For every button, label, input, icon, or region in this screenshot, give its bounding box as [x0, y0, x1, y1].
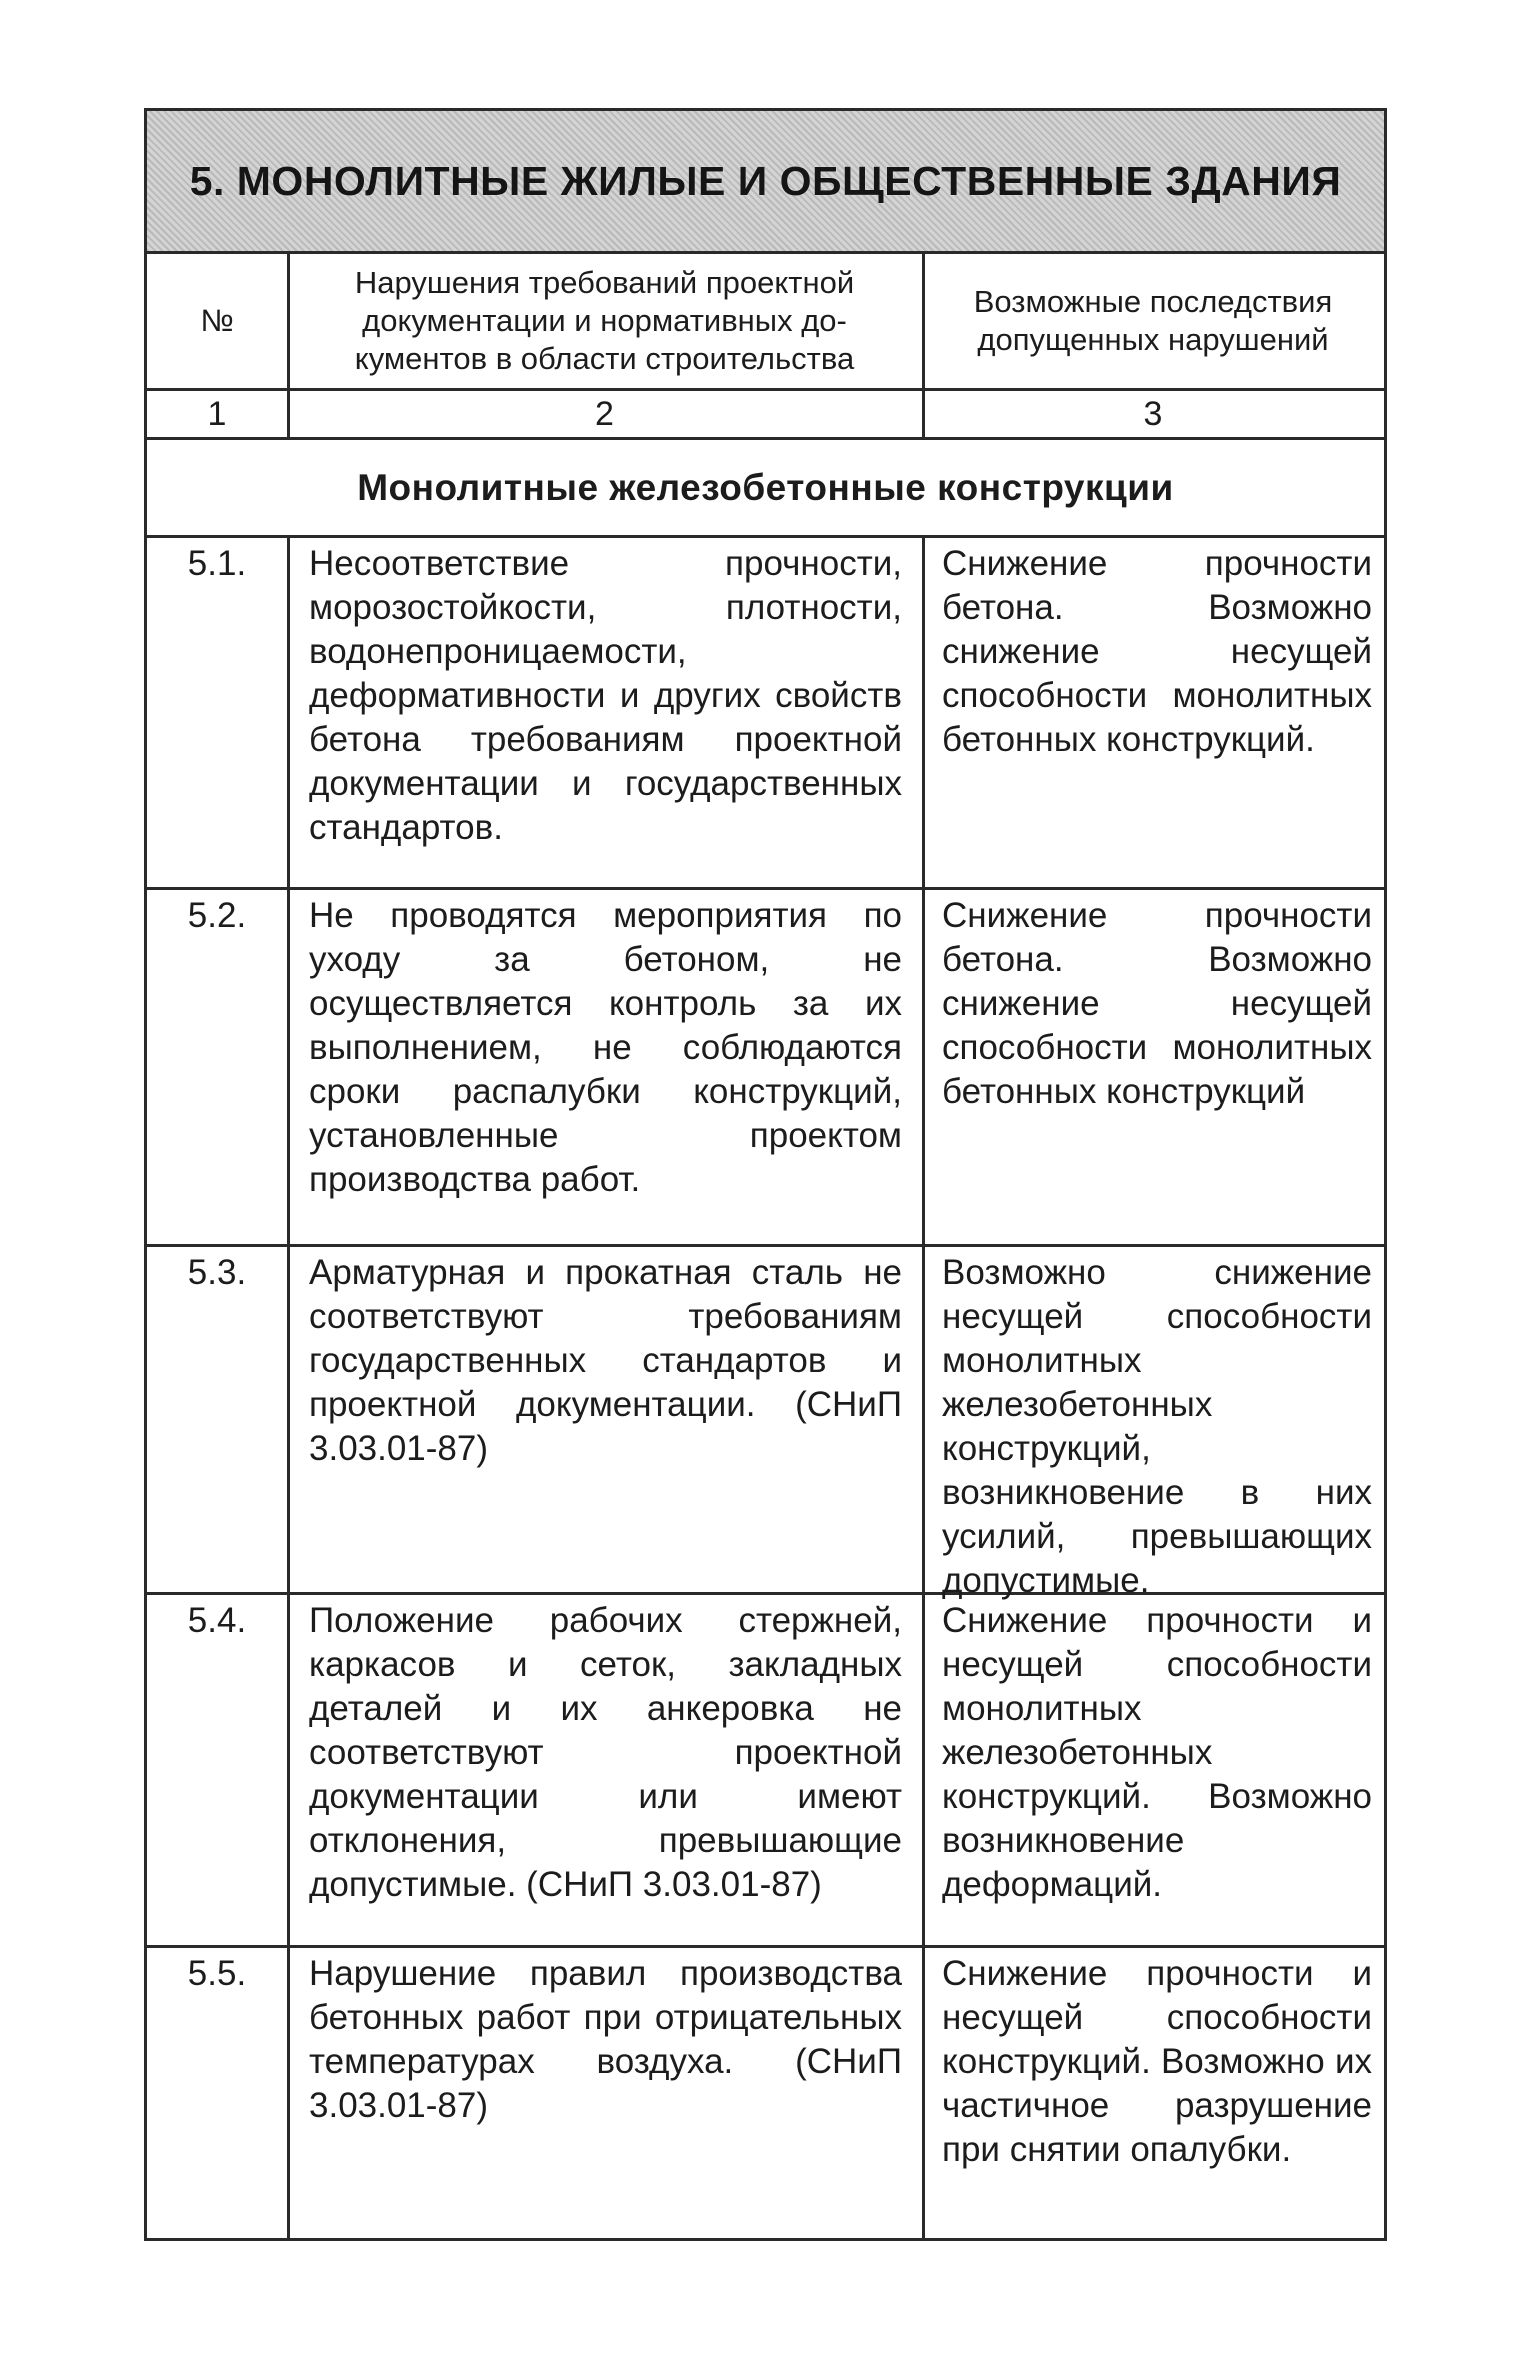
column-number-2: 2 [595, 395, 614, 433]
row-number: 5.3. [187, 1253, 247, 1292]
section-title: Монолитные железобетонные конструкции [357, 466, 1174, 508]
row-violation: Несоответствие прочности, морозостойкости, плотности, водонепроницаемости, деформативности и других свойств бетона требованиям проектной документации и государственных стандартов. [309, 544, 902, 847]
table-title: 5. МОНОЛИТНЫЕ ЖИЛЫЕ И ОБЩЕСТВЕННЫЕ ЗДАНИЯ [189, 157, 1342, 204]
row-consequence: Снижение прочности бетона. Возможно снижение несущей способности монолитных бетонных конструкций. [942, 544, 1372, 759]
row-violation: Арматурная и прокатная сталь не соответствуют требованиям государственных стандартов и проектной документации. (СНиП 3.03.01-87) [309, 1253, 902, 1468]
table-row [147, 538, 1384, 890]
row-violation: Положение рабочих стержней, каркасов и сеток, закладных деталей и их анкеровка не соответствуют проектной документации или имеют отклонения, превышающие допустимые. (СНиП 3.03.01-87) [309, 1601, 902, 1904]
row-violation: Нарушение правил производства бетонных работ при отрицательных температурах воздуха. (СНиП 3.03.01-87) [309, 1954, 902, 2125]
row-consequence: Возможно снижение несущей способности монолитных железобетонных конструкций, возникновение в них усилий, превышающих допустимые. [942, 1253, 1372, 1600]
section-row [147, 440, 1384, 538]
header-row [147, 254, 1384, 391]
column-number-3: 3 [1143, 395, 1163, 433]
row-violation: Не проводятся мероприятия по уходу за бетоном, не осуществляется контроль за их выполнением, не соблюдаются сроки распалубки конструкций, установленные проектом производства работ. [309, 896, 902, 1199]
column-number-1: 1 [207, 395, 227, 433]
row-consequence: Снижение прочности и несущей способности конструкций. Возможно их частичное разрушение при снятии опалубки. [942, 1954, 1372, 2169]
table-row [147, 890, 1384, 1247]
row-consequence: Снижение прочности и несущей способности монолитных железобетонных конструкций. Возможно возникновение деформаций. [942, 1601, 1372, 1904]
row-number: 5.5. [187, 1954, 247, 1993]
header-consequences: Возможные последствия допущенных нарушений [973, 284, 1333, 357]
header-number: № [200, 303, 234, 338]
header-violations: Нарушения требований проектной документации и нормативных до-кументов в области строительства [354, 265, 855, 376]
row-number: 5.2. [187, 896, 247, 935]
table-row [147, 1247, 1384, 1600]
violations-table [144, 108, 1387, 2241]
row-number: 5.1. [187, 544, 247, 583]
row-number: 5.4. [187, 1601, 247, 1640]
table-row [147, 1948, 1384, 2238]
table-title-banner [147, 111, 1384, 254]
column-number-row [147, 391, 1384, 440]
table-row [147, 1595, 1384, 1948]
row-consequence: Снижение прочности бетона. Возможно снижение несущей способности монолитных бетонных конструкций [942, 896, 1372, 1111]
